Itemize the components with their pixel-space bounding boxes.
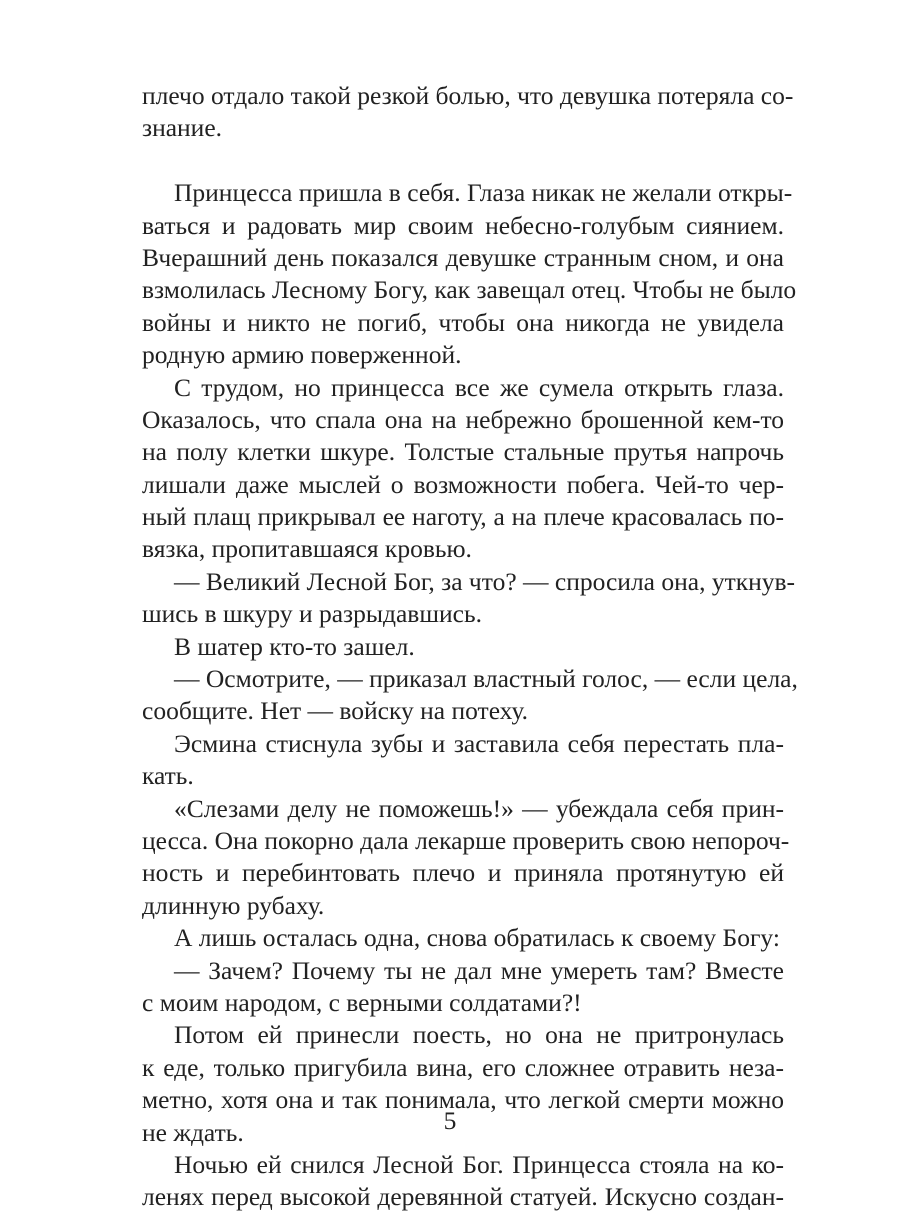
- text-line: кать.: [142, 761, 194, 791]
- text-line: — Зачем? Почему ты не дал мне умереть там? Вместе: [174, 955, 784, 985]
- text-line: шись в шкуру и разрыдавшись.: [142, 599, 482, 629]
- text-line: ленях перед высокой деревянной статуей. Искусно создан-: [142, 1182, 784, 1212]
- text-line: Потом ей принесли поесть, но она не притронулась: [174, 1020, 784, 1050]
- text-line: Принцесса пришла в себя. Глаза никак не желали откры-: [174, 178, 793, 208]
- text-line: войны и никто не погиб, чтобы она никогда не увидела: [142, 307, 784, 337]
- text-line: Эсмина стиснула зубы и заставила себя перестать пла-: [174, 728, 784, 758]
- text-line: на полу клетки шкуре. Толстые стальные прутья напрочь: [142, 437, 784, 467]
- text-line: вязка, пропитавшаяся кровью.: [142, 534, 472, 564]
- text-line: В шатер кто-то зашел.: [174, 631, 415, 661]
- text-line: к еде, только пригубила вина, его сложнее отравить неза-: [142, 1052, 784, 1082]
- text-line: «Слезами делу не поможешь!» — убеждала себя прин-: [174, 793, 784, 823]
- text-line: с моим народом, с верными солдатами?!: [142, 987, 582, 1017]
- text-line: Ночью ей снился Лесной Бог. Принцесса стояла на ко-: [174, 1149, 784, 1179]
- text-line: — Великий Лесной Бог, за что? — спросила она, уткнув-: [174, 566, 796, 596]
- text-line: родную армию поверженной.: [142, 340, 462, 370]
- text-line: С трудом, но принцесса все же сумела открыть глаза.: [174, 372, 784, 402]
- text-line: длинную рубаху.: [142, 890, 325, 920]
- paragraph-gap: [142, 145, 784, 177]
- text-line: Оказалось, что спала она на небрежно брошенной кем-то: [142, 404, 784, 434]
- page-text: [142, 80, 798, 1214]
- text-line: Вчерашний день показался девушке странным сном, и она: [142, 242, 784, 272]
- page-number: 5: [443, 1106, 457, 1135]
- text-line: плечо отдало такой резкой болью, что девушка потеряла со-: [142, 81, 794, 110]
- text-line: сообщите. Нет — войску на потеху.: [142, 696, 529, 726]
- text-line: — Осмотрите, — приказал властный голос, — если цела,: [174, 664, 798, 694]
- text-line: ный плащ прикрывал ее наготу, а на плече красовалась по-: [142, 502, 784, 532]
- text-line: цесса. Она покорно дала лекарше проверить свою непороч-: [142, 825, 790, 855]
- text-line: ваться и радовать мир своим небесно-голубым сиянием.: [142, 210, 784, 240]
- text-line: метно, хотя она и так понимала, что легкой смерти можно: [142, 1085, 784, 1115]
- text-line: взмолилась Лесному Богу, как завещал отец. Чтобы не было: [142, 275, 797, 305]
- text-line: не ждать.: [142, 1117, 244, 1147]
- text-line: лишали даже мыслей о возможности побега. Чей-то чер-: [142, 469, 784, 499]
- text-line: ность и перебинтовать плечо и приняла протянутую ей: [142, 858, 784, 888]
- text-line: А лишь осталась одна, снова обратилась к своему Богу:: [174, 923, 780, 953]
- text-line: знание.: [142, 113, 223, 143]
